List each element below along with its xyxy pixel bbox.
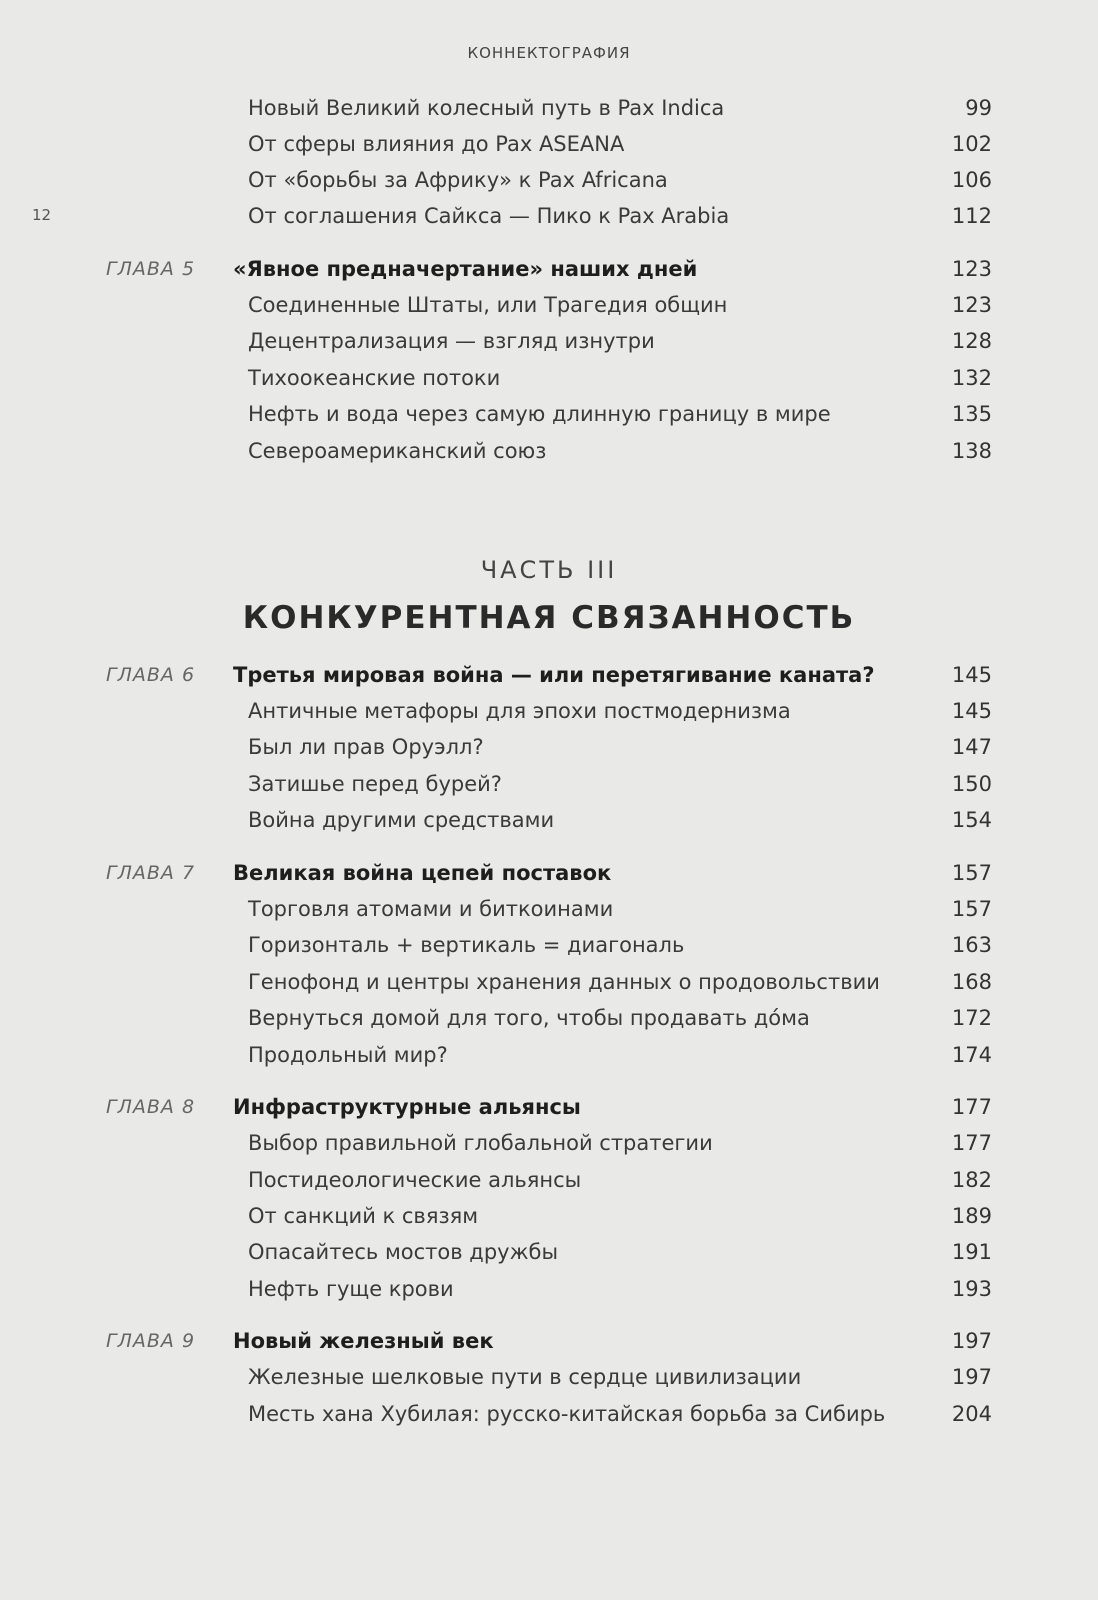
toc-entry-title: Горизонталь + вертикаль = диагональ: [248, 933, 685, 957]
toc-entry: [0, 323, 1098, 359]
toc-entry: [0, 360, 1098, 396]
toc-entry-page: 177: [951, 1131, 992, 1155]
toc-entry: [0, 1162, 1098, 1198]
toc-entry-title: Месть хана Хубилая: русско-китайская борьба за Сибирь: [248, 1402, 886, 1426]
toc-entry: [0, 433, 1098, 469]
part-title: КОНКУРЕНТНАЯ СВЯЗАННОСТЬ: [242, 600, 856, 636]
toc-chapter: [0, 1323, 1098, 1359]
toc-entry-title: Нефть и вода через самую длинную границу в мире: [248, 402, 831, 426]
toc-entry-page: 157: [951, 897, 992, 921]
toc-entry-page: 189: [951, 1204, 992, 1228]
toc-entry-page: 174: [951, 1043, 992, 1067]
toc-entry: [0, 1000, 1098, 1036]
chapter-page: 157: [951, 861, 992, 885]
chapter-page: 177: [951, 1095, 992, 1119]
toc-entry-page: 138: [951, 439, 992, 463]
toc-entry-page: 147: [951, 735, 992, 759]
toc-entry-page: 102: [951, 132, 992, 156]
toc-entry-page: 123: [951, 293, 992, 317]
toc-entry: [0, 90, 1098, 126]
toc-entry-title: Античные метафоры для эпохи постмодернизма: [248, 699, 791, 723]
chapter-label: ГЛАВА 5: [106, 258, 196, 280]
toc-entry: [0, 729, 1098, 765]
toc-entry-page: 193: [951, 1277, 992, 1301]
toc-entry-page: 106: [951, 168, 992, 192]
toc-entry: [0, 964, 1098, 1000]
toc-entry-title: Опасайтесь мостов дружбы: [248, 1240, 559, 1264]
toc-entry-page: 197: [951, 1365, 992, 1389]
chapter-title: Великая война цепей поставок: [233, 861, 612, 885]
toc-entry-title: Война другими средствами: [248, 808, 555, 832]
toc-entry-title: Североамериканский союз: [248, 439, 547, 463]
toc-entry-title: От сферы влияния до Pax ASEANA: [248, 132, 625, 156]
toc-entry-page: 112: [951, 204, 992, 228]
toc-entry-title: Торговля атомами и биткоинами: [248, 897, 614, 921]
toc-entry: [0, 1396, 1098, 1432]
toc-entry-page: 172: [951, 1006, 992, 1030]
toc-entry-title: Вернуться домой для того, чтобы продавать до́ма: [248, 1006, 810, 1030]
toc-entry-page: 132: [951, 366, 992, 390]
chapter-page: 145: [951, 663, 992, 687]
toc-entry-page: 128: [951, 329, 992, 353]
toc-entry: [0, 1125, 1098, 1161]
toc-entry-page: 168: [951, 970, 992, 994]
toc-entry: [0, 766, 1098, 802]
toc-entry-title: Соединенные Штаты, или Трагедия общин: [248, 293, 728, 317]
toc-chapter: [0, 1089, 1098, 1125]
page-number: 12: [32, 206, 52, 224]
toc-entry-title: Нефть гуще крови: [248, 1277, 454, 1301]
toc-entry-page: 154: [951, 808, 992, 832]
toc-entry: [0, 1359, 1098, 1395]
chapter-label: ГЛАВА 8: [106, 1096, 196, 1118]
toc-chapter: [0, 855, 1098, 891]
toc-entry-page: 145: [951, 699, 992, 723]
toc-entry: [0, 891, 1098, 927]
toc-entry: [0, 396, 1098, 432]
toc-entry: [0, 1037, 1098, 1073]
chapter-title: Третья мировая война — или перетягивание каната?: [233, 663, 875, 687]
toc-entry: [0, 1198, 1098, 1234]
toc-entry-title: От «борьбы за Африку» к Pax Africana: [248, 168, 668, 192]
toc-entry-title: Железные шелковые пути в сердце цивилизации: [248, 1365, 802, 1389]
toc-entry-title: Новый Великий колесный путь в Pax Indica: [248, 96, 725, 120]
toc-entry-title: От санкций к связям: [248, 1204, 479, 1228]
toc-entry-page: 99: [965, 96, 992, 120]
toc-entry-title: Затишье перед бурей?: [248, 772, 502, 796]
chapter-page: 197: [951, 1329, 992, 1353]
toc-entry-page: 150: [951, 772, 992, 796]
toc-entry-title: Постидеологические альянсы: [248, 1168, 582, 1192]
toc-entry-title: Тихоокеанские потоки: [248, 366, 501, 390]
chapter-page: 123: [951, 257, 992, 281]
toc-entry: [0, 927, 1098, 963]
toc-entry-title: Продольный мир?: [248, 1043, 448, 1067]
chapter-label: ГЛАВА 6: [106, 664, 196, 686]
chapter-label: ГЛАВА 9: [106, 1330, 196, 1352]
toc-entry-page: 163: [951, 933, 992, 957]
running-head: КОННЕКТОГРАФИЯ: [467, 44, 631, 62]
toc-entry-page: 135: [951, 402, 992, 426]
toc-entry-title: От соглашения Сайкса — Пико к Pax Arabia: [248, 204, 730, 228]
toc-entry: [0, 126, 1098, 162]
toc-entry-page: 191: [951, 1240, 992, 1264]
toc-entry: [0, 1234, 1098, 1270]
toc-entry-page: 204: [951, 1402, 992, 1426]
chapter-title: Инфраструктурные альянсы: [233, 1095, 581, 1119]
toc-entry: [0, 162, 1098, 198]
toc-entry: [0, 287, 1098, 323]
toc-entry-page: 182: [951, 1168, 992, 1192]
toc-entry-title: Был ли прав Оруэлл?: [248, 735, 484, 759]
toc-chapter: [0, 251, 1098, 287]
chapter-title: Новый железный век: [233, 1329, 494, 1353]
toc-entry: [0, 198, 1098, 234]
toc-entry-title: Генофонд и центры хранения данных о продовольствии: [248, 970, 880, 994]
toc-entry-title: Выбор правильной глобальной стратегии: [248, 1131, 713, 1155]
part-label: ЧАСТЬ III: [480, 556, 618, 584]
toc-entry: [0, 802, 1098, 838]
chapter-label: ГЛАВА 7: [106, 862, 196, 884]
toc-entry-title: Децентрализация — взгляд изнутри: [248, 329, 655, 353]
toc-entry: [0, 1271, 1098, 1307]
toc-entry: [0, 693, 1098, 729]
toc-chapter: [0, 657, 1098, 693]
chapter-title: «Явное предначертание» наших дней: [233, 257, 698, 281]
